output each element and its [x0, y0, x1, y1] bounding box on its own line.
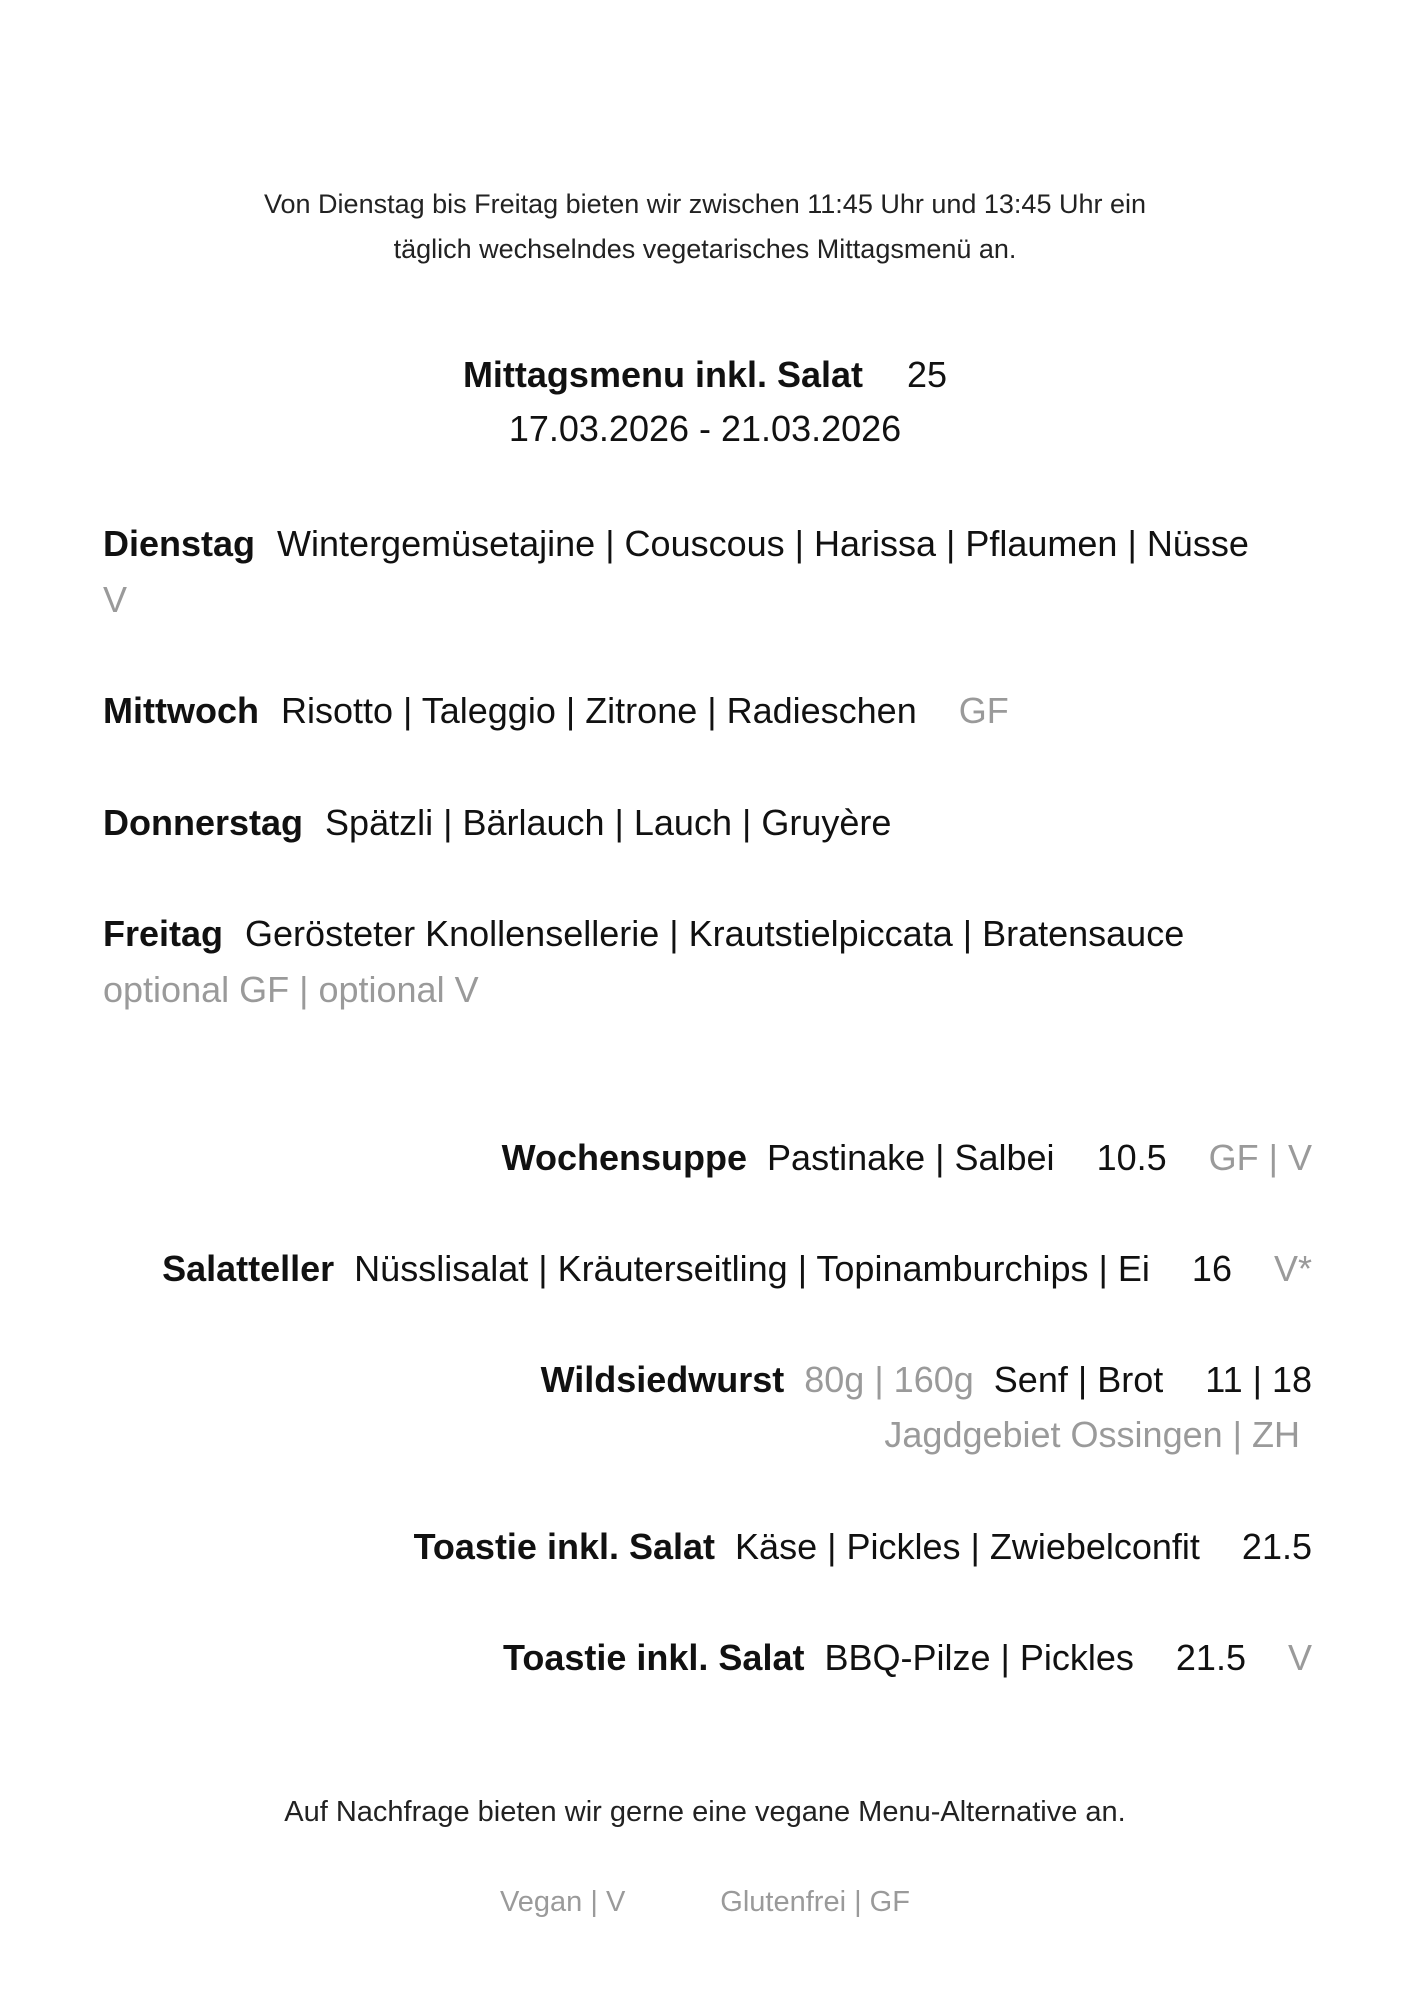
day-name: Donnerstag: [103, 802, 304, 843]
item-game-sausage: [541, 1352, 1312, 1408]
item-description: Pastinake | Salbei: [767, 1137, 1055, 1178]
item-name: Toastie inkl. Salat: [413, 1526, 716, 1567]
legend-vegan: Vegan | V: [500, 1886, 626, 1918]
diet-tag: GF: [958, 690, 1009, 731]
item-description: Käse | Pickles | Zwiebelconfit: [735, 1526, 1200, 1567]
vegan-alternative-note: Auf Nachfrage bieten wir gerne eine vegane Menu-Alternative an.: [284, 1796, 1126, 1828]
item-salad-plate: [162, 1241, 1312, 1297]
item-description: BBQ-Pilze | Pickles: [824, 1637, 1134, 1678]
day-name: Freitag: [103, 913, 224, 954]
intro-text: [0, 182, 1410, 272]
lunch-menu-title: Mittagsmenu inkl. Salat: [462, 354, 864, 395]
item-name: Toastie inkl. Salat: [503, 1637, 805, 1678]
day-name: Mittwoch: [103, 690, 259, 731]
day-entry-friday: [103, 906, 1313, 1018]
intro-line-1: Von Dienstag bis Freitag bieten wir zwischen 11:45 Uhr und 13:45 Uhr ein: [264, 189, 1146, 219]
item-price: 21.5: [1241, 1526, 1312, 1567]
item-name: Salatteller: [162, 1248, 335, 1289]
diet-tag: GF | V: [1208, 1137, 1312, 1178]
day-entry-tuesday: [103, 516, 1313, 628]
intro-line-2: täglich wechselndes vegetarisches Mittagsmenü an.: [393, 234, 1017, 264]
item-price: 21.5: [1175, 1637, 1246, 1678]
diet-tag: V: [103, 579, 128, 620]
day-dish: Risotto | Taleggio | Zitrone | Radieschen: [280, 690, 917, 731]
item-toastie-cheese: [414, 1519, 1312, 1575]
item-price: 10.5: [1096, 1137, 1167, 1178]
item-name: Wochensuppe: [501, 1137, 748, 1178]
item-weekly-soup: [502, 1130, 1312, 1186]
diet-legend: [0, 1880, 1410, 1925]
item-price: 16: [1191, 1248, 1232, 1289]
item-description: Senf | Brot: [993, 1359, 1164, 1400]
item-description: Nüsslisalat | Kräuterseitling | Topinamburchips | Ei: [354, 1248, 1150, 1289]
item-size: 80g | 160g: [804, 1359, 974, 1400]
day-entry-wednesday: [103, 683, 1313, 739]
day-dish: Wintergemüsetajine | Couscous | Harissa | Pflaumen | Nüsse: [277, 523, 1249, 564]
day-dish: Spätzli | Bärlauch | Lauch | Gruyère: [325, 802, 892, 843]
day-entry-thursday: [103, 795, 1313, 851]
diet-tag: V: [1287, 1637, 1312, 1678]
item-price: 11 | 18: [1205, 1359, 1312, 1400]
diet-tag: V*: [1273, 1248, 1312, 1289]
day-dish: Gerösteter Knollensellerie | Krautstielpiccata | Bratensauce: [245, 913, 1185, 954]
lunch-menu-dates: 17.03.2026 - 21.03.2026: [508, 408, 902, 449]
day-name: Dienstag: [103, 523, 256, 564]
item-origin: Jagdgebiet Ossingen | ZH: [884, 1414, 1300, 1455]
legend-gluten-free: Glutenfrei | GF: [720, 1886, 910, 1918]
lunch-menu-heading: [0, 348, 1410, 402]
diet-tag: optional GF | optional V: [103, 969, 479, 1010]
item-toastie-bbq: [503, 1630, 1312, 1686]
lunch-menu-price: 25: [907, 354, 948, 395]
item-name: Wildsiedwurst: [540, 1359, 785, 1400]
